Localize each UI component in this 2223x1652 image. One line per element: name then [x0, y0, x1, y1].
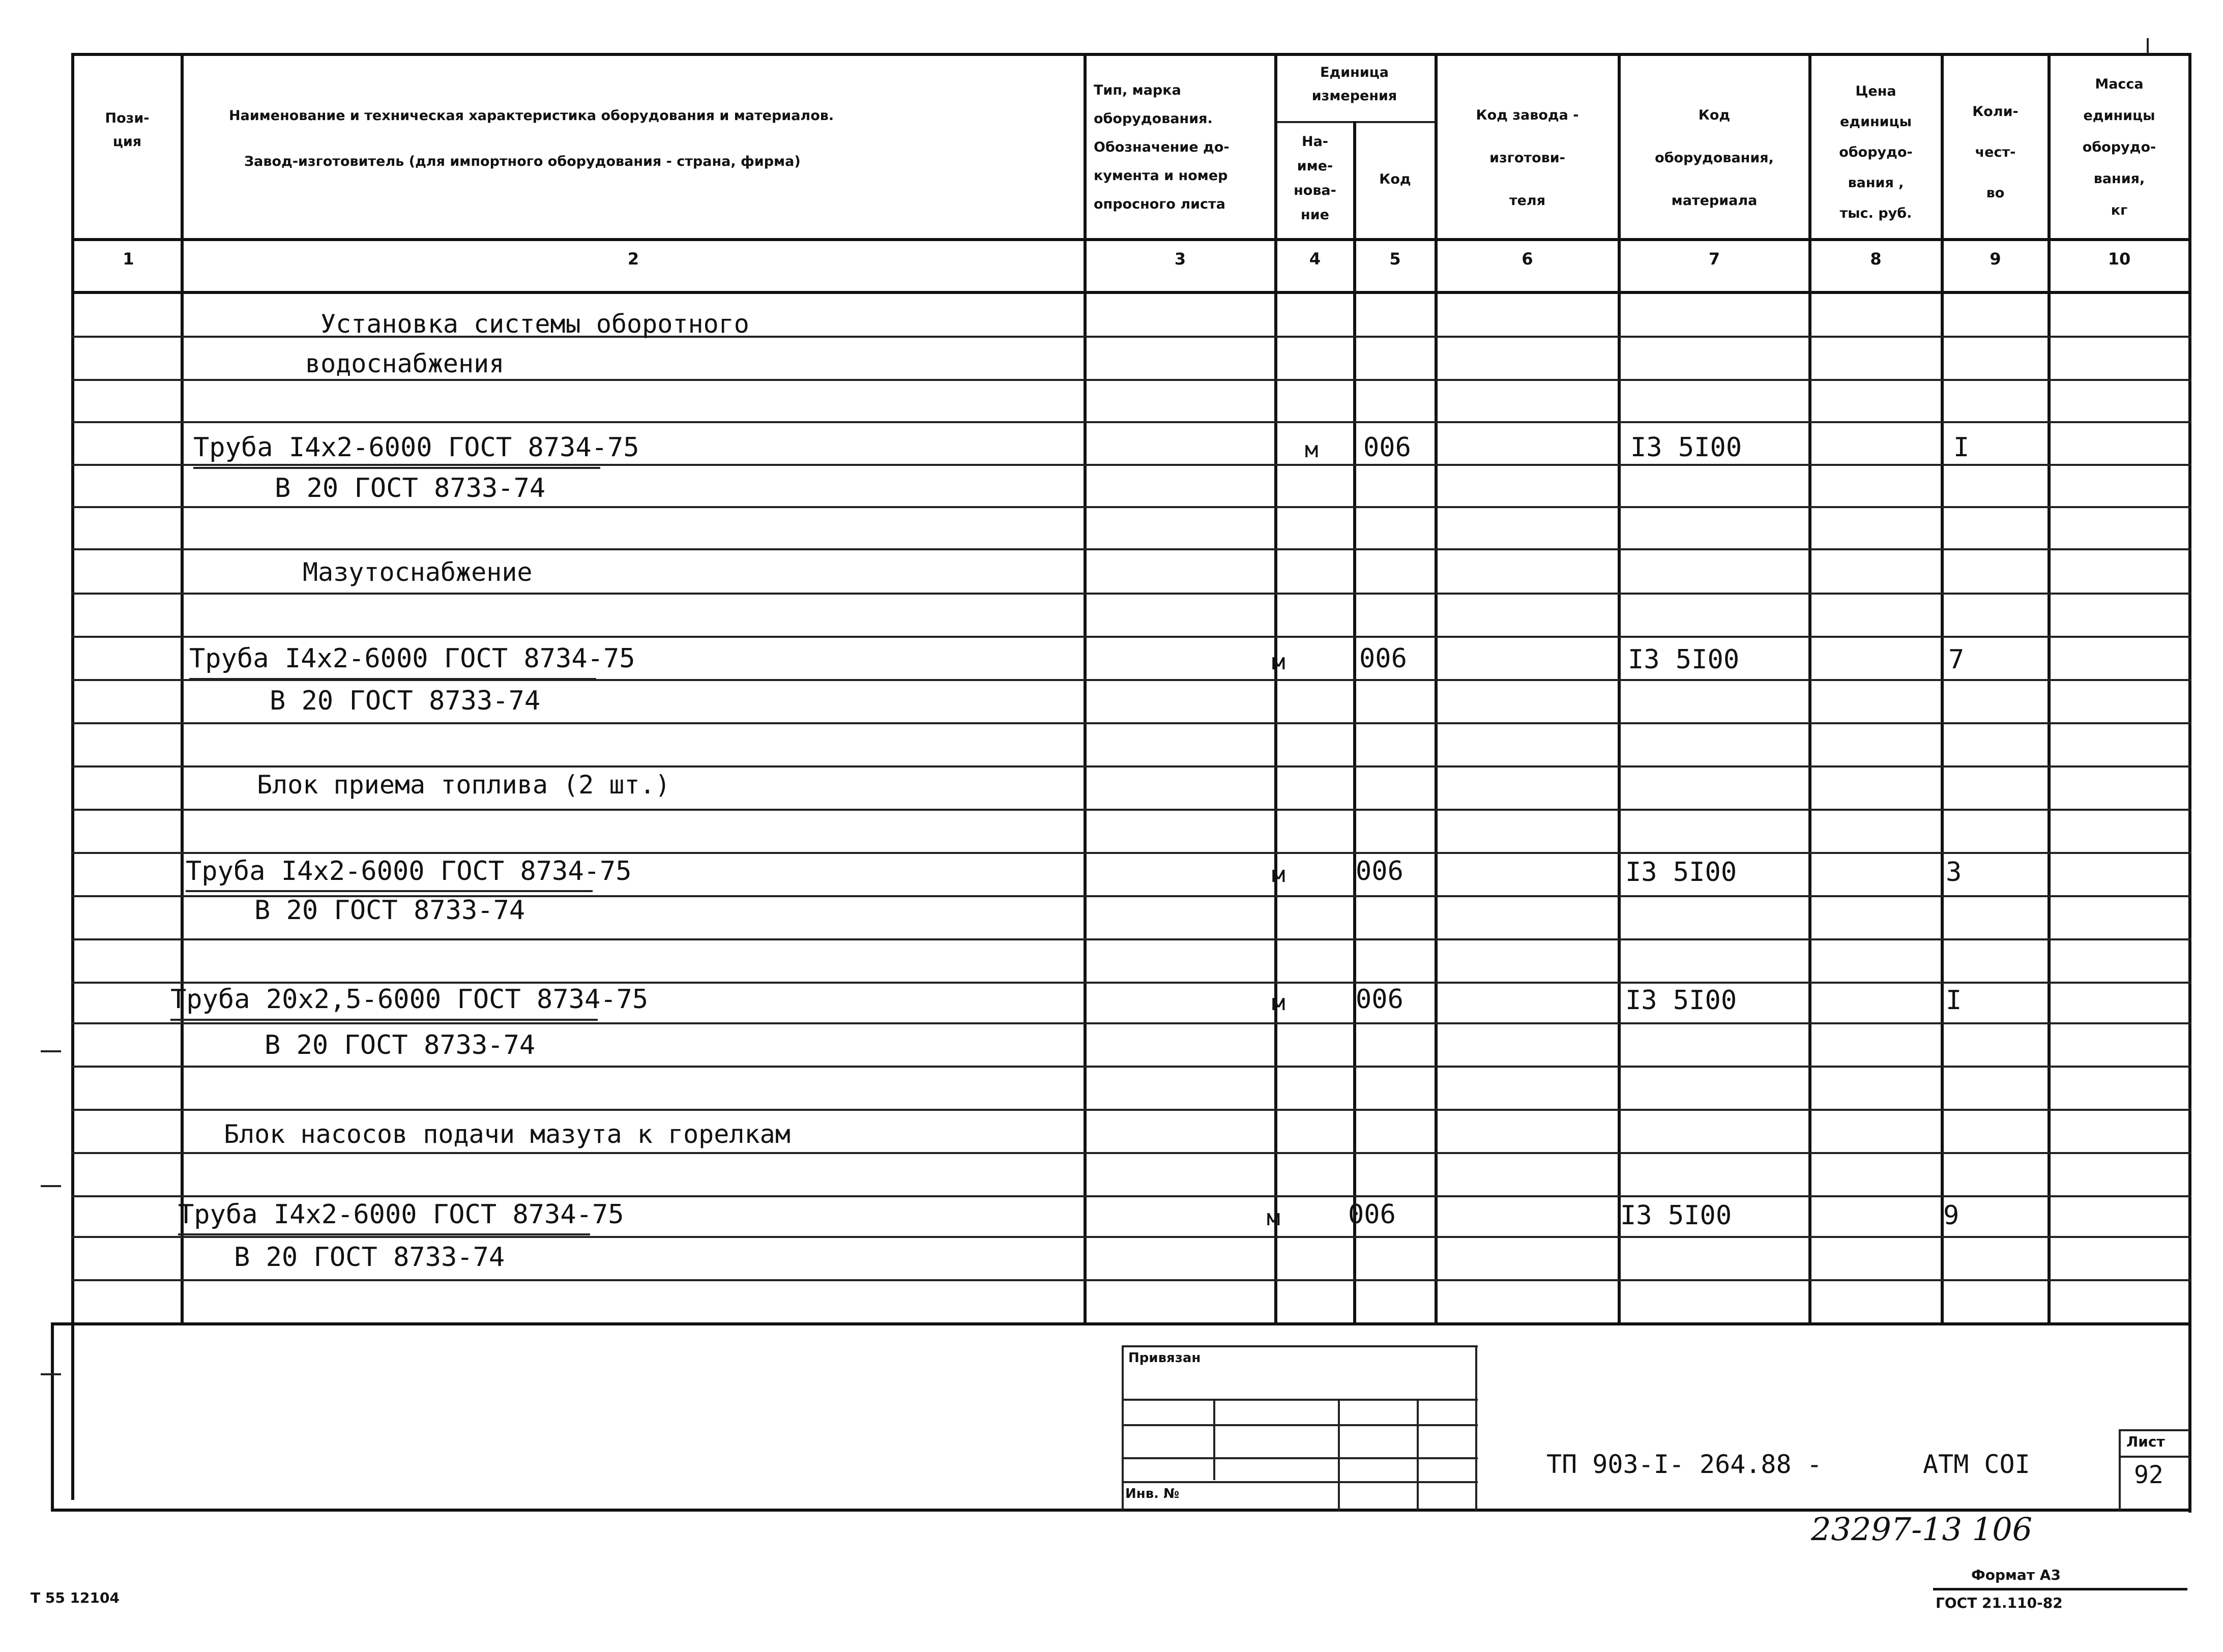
sheet-box-left	[2119, 1429, 2121, 1511]
col-line-6	[1618, 53, 1621, 1324]
material-code: I3 5I00	[1630, 432, 1742, 463]
column-number: 5	[1389, 249, 1401, 269]
stamp-rule	[1122, 1481, 1478, 1483]
format-label: Формат А3	[1971, 1567, 2061, 1583]
quantity: 7	[1948, 644, 1965, 675]
col-line-1	[181, 53, 184, 1324]
unit-name: м	[1267, 1205, 1280, 1231]
item-name: Труба I4х2-6000 ГОСТ 8734-75	[186, 856, 632, 887]
header-price: Цена единицы оборудо- вания , тыс. руб.	[1839, 83, 1913, 221]
table-bottom-rule	[51, 1322, 2191, 1325]
item-material: В 20 ГОСТ 8733-74	[234, 1242, 505, 1273]
section-title: Блок насосов подачи мазута к горелкам	[224, 1119, 791, 1149]
unit-name: м	[1272, 990, 1285, 1016]
header-factory-code: Код завода - изготови- теля	[1476, 107, 1579, 209]
col-line-9	[2047, 53, 2051, 1324]
item-name: Труба 20х2,5-6000 ГОСТ 8734-75	[170, 984, 649, 1015]
header-quantity: Коли- чест- во	[1972, 104, 2019, 201]
stamp-rule	[1122, 1345, 1124, 1511]
stamp-rule	[1122, 1345, 1478, 1347]
unit-code: 006	[1356, 984, 1403, 1015]
frame-top	[71, 53, 2191, 56]
document-code: АТМ СОI	[1923, 1450, 2030, 1479]
margin-tick	[41, 1373, 61, 1375]
handwritten-number: 23297-13 106	[1811, 1511, 2033, 1548]
quantity: I	[1946, 985, 1962, 1016]
column-number: 6	[1522, 249, 1533, 269]
material-code: I3 5I00	[1625, 985, 1737, 1016]
row-rule	[71, 636, 2191, 638]
column-number: 10	[2108, 249, 2131, 269]
item-name: Труба I4х2-6000 ГОСТ 8734-75	[178, 1199, 624, 1230]
row-rule	[71, 1109, 2191, 1111]
unit-name: м	[1272, 649, 1285, 675]
underline	[193, 467, 600, 469]
underline	[186, 890, 593, 892]
col-line-7	[1808, 53, 1811, 1324]
row-rule	[71, 852, 2191, 854]
print-code: Т 55 12104	[31, 1589, 120, 1606]
section-title: Мазутоснабжение	[303, 557, 533, 587]
header-position: Пози- ция	[105, 110, 150, 150]
material-code: I3 5I00	[1625, 857, 1737, 888]
row-rule	[71, 379, 2191, 381]
row-rule	[71, 1195, 2191, 1197]
row-rule	[71, 938, 2191, 940]
quantity: I	[1953, 432, 1970, 463]
footer-rule	[1933, 1588, 2187, 1590]
row-rule	[71, 464, 2191, 466]
column-number: 9	[1990, 249, 2001, 269]
column-number: 4	[1309, 249, 1321, 269]
stamp-rule	[1338, 1399, 1340, 1511]
row-rule	[71, 1279, 2191, 1281]
item-name: Труба I4х2-6000 ГОСТ 8734-75	[189, 643, 635, 674]
quantity: 3	[1946, 857, 1962, 888]
row-rule	[71, 722, 2191, 724]
frame-left-lower	[51, 1322, 54, 1511]
item-material: В 20 ГОСТ 8733-74	[265, 1030, 536, 1060]
row-rule	[71, 1152, 2191, 1154]
column-number: 3	[1174, 249, 1186, 269]
header-unit-code: Код	[1379, 171, 1411, 187]
margin-tick	[41, 1185, 61, 1187]
header-unit-group: Единица измерения	[1311, 65, 1397, 104]
row-rule	[71, 1066, 2191, 1068]
row-rule	[71, 593, 2191, 595]
frame-right	[2188, 53, 2191, 1513]
col-line-5	[1435, 53, 1438, 1324]
frame-left-upper	[71, 53, 74, 1500]
stamp-rule	[1122, 1399, 1478, 1401]
unit-code: 006	[1359, 643, 1407, 674]
underline	[178, 1233, 590, 1235]
sheet-number: 92	[2134, 1461, 2163, 1489]
material-code: I3 5I00	[1628, 644, 1740, 675]
header-rule	[71, 238, 2191, 241]
gost-label: ГОСТ 21.110-82	[1936, 1595, 2063, 1611]
col-line-8	[1941, 53, 1944, 1324]
item-material: В 20 ГОСТ 8733-74	[254, 895, 525, 926]
row-rule	[71, 1236, 2191, 1238]
col-line-3	[1274, 53, 1277, 1324]
row-rule	[71, 506, 2191, 508]
header-name-line1: Наименование и техническая характеристика оборудования и материалов.	[229, 108, 834, 124]
stamp-rule	[1475, 1345, 1477, 1511]
margin-tick	[41, 1050, 61, 1052]
section-title: водоснабжения	[305, 349, 505, 378]
column-number: 1	[123, 249, 134, 269]
item-name: Труба I4х2-6000 ГОСТ 8734-75	[193, 432, 639, 463]
row-rule	[71, 765, 2191, 768]
column-number: 2	[627, 249, 639, 269]
stamp-rule	[1213, 1399, 1215, 1480]
row-rule	[71, 548, 2191, 550]
material-code: I3 5I00	[1620, 1200, 1732, 1231]
quantity: 9	[1943, 1200, 1959, 1231]
unit-name: м	[1305, 437, 1319, 463]
header-mass: Масса единицы оборудо- вания, кг	[2082, 76, 2156, 218]
item-material: В 20 ГОСТ 8733-74	[275, 473, 546, 504]
row-rule	[71, 421, 2191, 423]
stamp-rule	[1122, 1424, 1478, 1426]
document-designation: ТП 903-I- 264.88 -	[1546, 1450, 1822, 1479]
sheet-box-mid	[2119, 1456, 2190, 1458]
header-name-line2: Завод-изготовитель (для импортного оборудования - страна, фирма)	[244, 154, 801, 169]
sheet-box-top	[2119, 1429, 2190, 1431]
stamp-privyazan: Привязан	[1128, 1350, 1201, 1366]
section-title: Установка системы оборотного	[320, 309, 749, 339]
unit-code: 006	[1348, 1199, 1396, 1230]
underline	[189, 678, 596, 680]
sheet-label: Лист	[2126, 1433, 2165, 1450]
section-title: Блок приема топлива (2 шт.)	[257, 770, 670, 800]
unit-code: 006	[1356, 856, 1403, 887]
stamp-rule	[1122, 1457, 1478, 1459]
underline	[170, 1019, 598, 1021]
row-rule	[71, 1022, 2191, 1024]
header-type-mark: Тип, марка оборудования. Обозначение до- кумента и номер опросного листа	[1094, 82, 1230, 212]
unit-name: м	[1272, 862, 1285, 888]
column-number: 7	[1708, 249, 1720, 269]
margin-tick	[2147, 38, 2149, 53]
column-number: 8	[1870, 249, 1882, 269]
item-material: В 20 ГОСТ 8733-74	[270, 686, 541, 716]
row-rule	[71, 809, 2191, 811]
unit-code: 006	[1363, 432, 1411, 463]
row-rule	[71, 982, 2191, 984]
col-line-2	[1084, 53, 1087, 1324]
header-unit-name: На- име- нова- ние	[1294, 134, 1336, 223]
stamp-rule	[1417, 1399, 1419, 1511]
colnum-rule	[71, 291, 2191, 294]
header-material-code: Код оборудования, материала	[1655, 107, 1774, 209]
stamp-inventory: Инв. №	[1125, 1486, 1180, 1501]
